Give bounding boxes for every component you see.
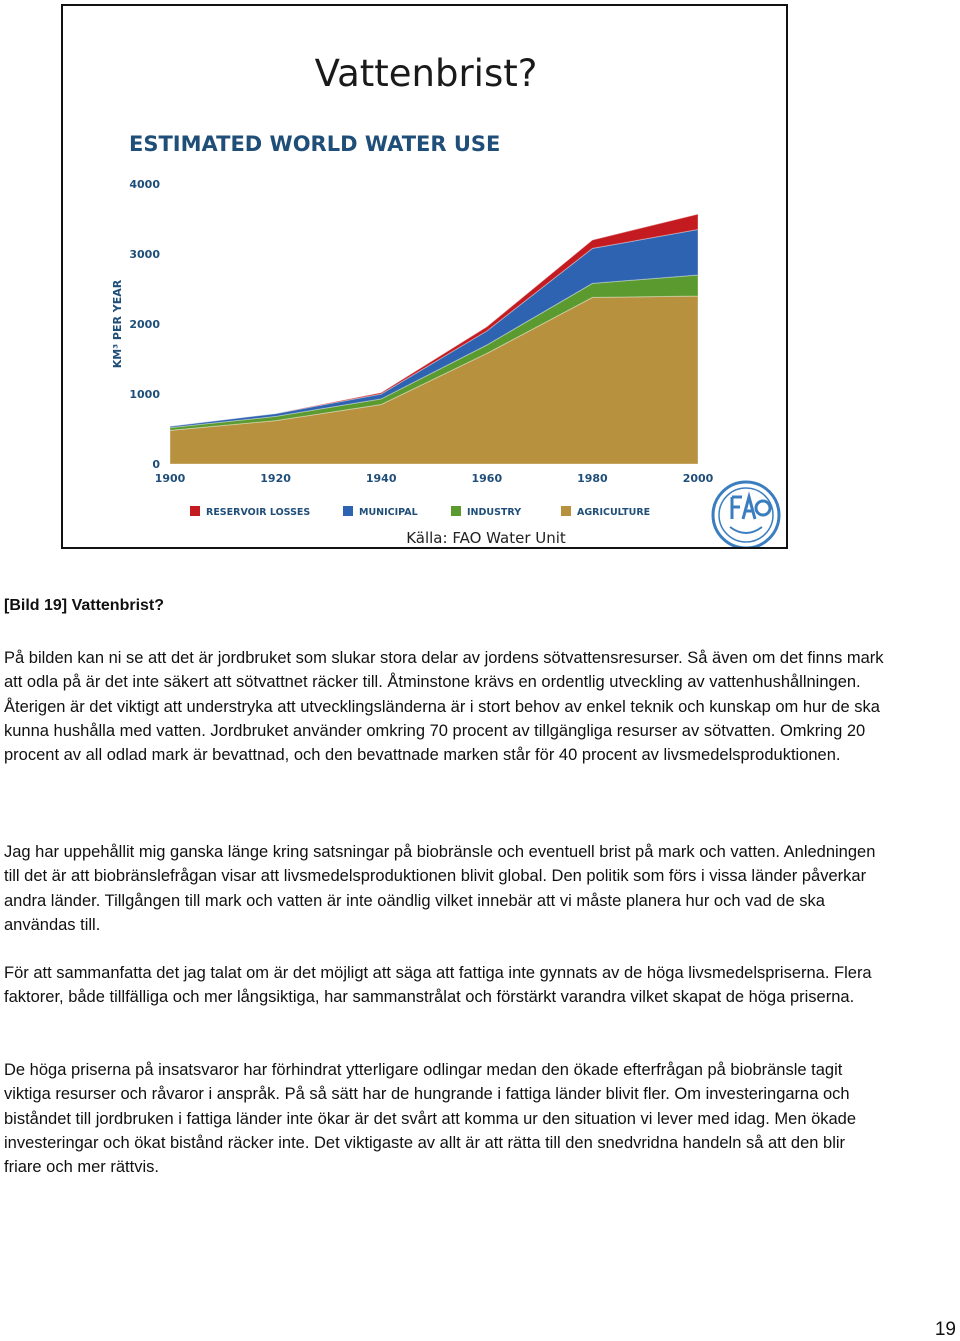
y-tick-label: 1000 xyxy=(129,388,160,401)
paragraph-2: Jag har uppehållit mig ganska länge kring satsningar på biobränsle och eventuell brist på mark och vatten. Anledningen till det är att biobränslefrågan visar att livsmedelsproduktionen blivit global. Den politik som förs i vissa länder påverkar andra länder. Tillgången till mark och vatten är inte oändlig vilket innebär att vi måste planera hur och vad de ska användas till. xyxy=(4,843,876,934)
legend-label: AGRICULTURE xyxy=(577,507,651,518)
legend-swatch xyxy=(561,506,571,516)
figure-frame xyxy=(61,4,788,549)
fao-logo-icon xyxy=(713,482,779,547)
page-number: 19 xyxy=(934,1319,956,1340)
y-tick-label: 3000 xyxy=(129,248,160,261)
y-tick-label: 4000 xyxy=(129,178,160,191)
legend-label: MUNICIPAL xyxy=(359,507,418,518)
figure-caption: [Bild 19] Vattenbrist? xyxy=(4,597,165,614)
legend-swatch xyxy=(190,506,200,516)
area-agriculture xyxy=(170,296,698,464)
x-tick-label: 1920 xyxy=(260,472,291,485)
paragraph-1: På bilden kan ni se att det är jordbruket som slukar stora delar av jordens sötvattensresurser. Så även om det finns mark att odla på är det inte säkert att sötvattnet räcker till. Åtminstone krävs en ordentlig utveckling av vattenhushållningen. Återigen är det viktigt att understryka att utvecklingsländerna är i stort behov av enkel teknik och kunskap om hur de ska kunna hushålla med vatten. Jordbruket använder omkring 70 procent av tillgängliga resurser av sötvatten. Omkring 20 procent av all odlad mark är bevattnad, och den bevattnade marken står för 40 procent av livsmedelsproduktionen. xyxy=(4,649,884,765)
y-axis-label: KM³ PER YEAR xyxy=(111,279,124,369)
chart-title: ESTIMATED WORLD WATER USE xyxy=(129,132,501,156)
paragraph-3: För att sammanfatta det jag talat om är det möjligt att säga att fattiga inte gynnats av de höga livsmedelspriserna. Flera faktorer, både tillfälliga och mer långsiktiga, har sammanstrålat och förstärkt varandra vilket skapat de höga priserna. xyxy=(4,964,872,1007)
paragraph-4: De höga priserna på insatsvaror har förhindrat ytterligare odlingar medan den ökade efterfrågan på biobränsle tagit viktiga resurser och råvaror i anspråk. På så sätt har de hungrande i fattiga länder blivit fler. Om investeringarna och biståndet till jordbruken i fattiga länder inte ökar är det svårt att komma ur den situation vi lever med idag. Men ökade investeringar och ökat bistånd räcker inte. Det viktigaste av allt är att rätta till den snedvridna handeln så att den blir friare och mer rättvis. xyxy=(4,1061,857,1177)
x-tick-label: 1900 xyxy=(154,472,186,485)
x-tick-label: 1960 xyxy=(471,472,503,485)
x-tick-label: 2000 xyxy=(682,472,714,485)
water-use-chart xyxy=(63,6,786,547)
x-tick-label: 1980 xyxy=(577,472,608,485)
legend-label: INDUSTRY xyxy=(467,507,522,518)
chart-source: Källa: FAO Water Unit xyxy=(406,529,566,547)
legend-swatch xyxy=(451,506,461,516)
figure-heading: Vattenbrist? xyxy=(314,52,538,95)
legend-label: RESERVOIR LOSSES xyxy=(206,507,311,518)
y-tick-label: 2000 xyxy=(129,318,160,331)
y-tick-label: 0 xyxy=(152,458,160,471)
legend-swatch xyxy=(343,506,353,516)
x-tick-label: 1940 xyxy=(365,472,397,485)
